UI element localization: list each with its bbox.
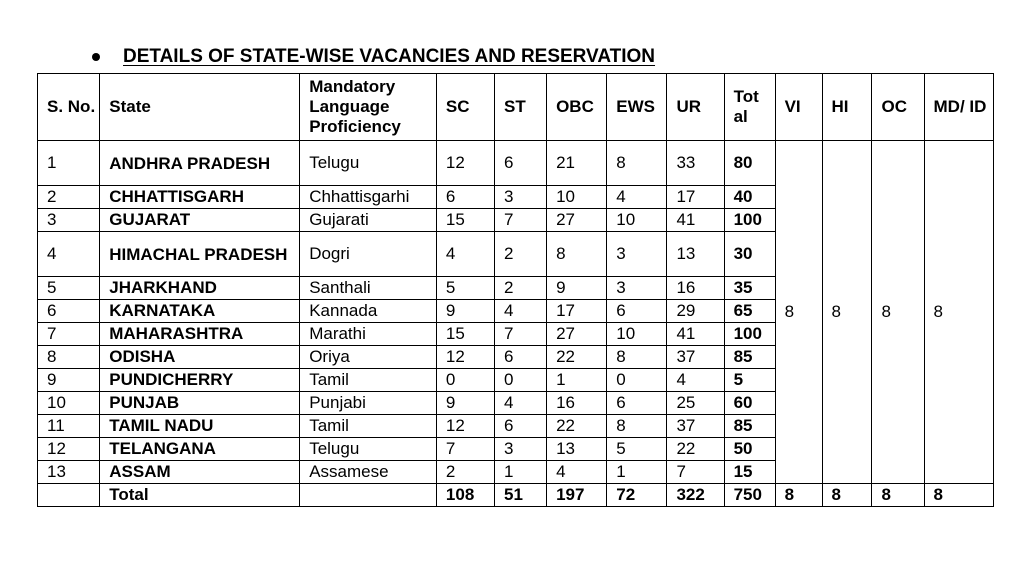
cell-ur: 22 [667,438,724,461]
totals-obc: 197 [547,484,607,507]
cell-ur: 4 [667,369,724,392]
cell-state: TELANGANA [100,438,300,461]
cell-total: 60 [724,392,775,415]
cell-total: 40 [724,186,775,209]
cell-language: Telugu [300,141,437,186]
cell-obc: 1 [547,369,607,392]
cell-state: CHHATTISGARH [100,186,300,209]
cell-obc: 4 [547,461,607,484]
cell-st: 6 [495,346,547,369]
table-row [38,141,994,186]
cell-total: 50 [724,438,775,461]
cell-st: 3 [495,438,547,461]
totals-mdid: 8 [924,484,993,507]
cell-sno: 6 [38,300,100,323]
cell-obc: 21 [547,141,607,186]
cell-sc: 15 [436,209,494,232]
cell-language: Oriya [300,346,437,369]
cell-ur: 13 [667,232,724,277]
col-header-state: State [100,74,300,141]
cell-ews: 8 [607,346,667,369]
cell-obc: 16 [547,392,607,415]
cell-sc: 9 [436,392,494,415]
col-header-mdid: MD/ ID [924,74,993,141]
cell-sc: 4 [436,232,494,277]
cell-st: 0 [495,369,547,392]
cell-obc: 8 [547,232,607,277]
cell-st: 7 [495,209,547,232]
cell-obc: 13 [547,438,607,461]
cell-st: 2 [495,232,547,277]
col-header-total: Tot al [724,74,775,141]
cell-st: 4 [495,300,547,323]
cell-sno: 2 [38,186,100,209]
totals-vi: 8 [775,484,822,507]
cell-obc: 22 [547,415,607,438]
cell-st: 4 [495,392,547,415]
cell-total: 15 [724,461,775,484]
cell-ur: 33 [667,141,724,186]
cell-ews: 10 [607,209,667,232]
cell-ews: 10 [607,323,667,346]
cell-ur: 37 [667,346,724,369]
cell-vi-merged: 8 [775,141,822,484]
cell-ur: 37 [667,415,724,438]
cell-language: Kannada [300,300,437,323]
heading-text: DETAILS OF STATE-WISE VACANCIES AND RESERVATION [123,46,656,67]
cell-ews: 8 [607,141,667,186]
cell-language: Telugu [300,438,437,461]
col-header-ur: UR [667,74,724,141]
cell-ews: 1 [607,461,667,484]
cell-ur: 16 [667,277,724,300]
cell-state: PUNDICHERRY [100,369,300,392]
totals-st: 51 [495,484,547,507]
bullet-icon [92,53,100,61]
cell-state: KARNATAKA [100,300,300,323]
cell-total: 65 [724,300,775,323]
cell-oc-merged: 8 [872,141,924,484]
cell-total: 100 [724,323,775,346]
cell-obc: 27 [547,209,607,232]
cell-total: 30 [724,232,775,277]
cell-total: 85 [724,415,775,438]
cell-total: 35 [724,277,775,300]
col-header-ews: EWS [607,74,667,141]
cell-sno: 12 [38,438,100,461]
cell-state: ASSAM [100,461,300,484]
cell-sno: 3 [38,209,100,232]
cell-sc: 6 [436,186,494,209]
cell-obc: 9 [547,277,607,300]
cell-st: 2 [495,277,547,300]
cell-obc: 22 [547,346,607,369]
cell-sno: 10 [38,392,100,415]
cell-language: Chhattisgarhi [300,186,437,209]
cell-obc: 10 [547,186,607,209]
cell-sc: 0 [436,369,494,392]
cell-language: Marathi [300,323,437,346]
cell-sno: 4 [38,232,100,277]
cell-sc: 12 [436,415,494,438]
cell-ews: 4 [607,186,667,209]
totals-sc: 108 [436,484,494,507]
cell-ews: 5 [607,438,667,461]
cell-state: HIMACHAL PRADESH [100,232,300,277]
cell-sno: 9 [38,369,100,392]
cell-ur: 25 [667,392,724,415]
cell-ews: 8 [607,415,667,438]
col-header-hi: HI [822,74,872,141]
cell-state: PUNJAB [100,392,300,415]
cell-state: ODISHA [100,346,300,369]
cell-ur: 29 [667,300,724,323]
cell-state: MAHARASHTRA [100,323,300,346]
cell-ews: 6 [607,300,667,323]
cell-state: TAMIL NADU [100,415,300,438]
totals-hi: 8 [822,484,872,507]
cell-ews: 0 [607,369,667,392]
col-header-sc: SC [436,74,494,141]
totals-oc: 8 [872,484,924,507]
cell-state: ANDHRA PRADESH [100,141,300,186]
header-row [38,74,994,141]
cell-ur: 41 [667,323,724,346]
cell-st: 6 [495,141,547,186]
cell-total: 100 [724,209,775,232]
cell-sc: 2 [436,461,494,484]
cell-st: 3 [495,186,547,209]
cell-st: 7 [495,323,547,346]
totals-ur: 322 [667,484,724,507]
totals-total: 750 [724,484,775,507]
col-header-st: ST [495,74,547,141]
cell-total: 80 [724,141,775,186]
col-header-language: Mandatory Language Proficiency [300,74,437,141]
cell-language: Assamese [300,461,437,484]
cell-sc: 5 [436,277,494,300]
cell-sno: 8 [38,346,100,369]
cell-state: JHARKHAND [100,277,300,300]
cell-total: 5 [724,369,775,392]
cell-sc: 15 [436,323,494,346]
cell-language: Tamil [300,369,437,392]
cell-sc: 7 [436,438,494,461]
totals-row [38,484,994,507]
cell-sno: 13 [38,461,100,484]
totals-ews: 72 [607,484,667,507]
col-header-vi: VI [775,74,822,141]
vacancy-table [37,73,994,507]
cell-st: 6 [495,415,547,438]
cell-sno: 7 [38,323,100,346]
cell-ur: 17 [667,186,724,209]
cell-ews: 6 [607,392,667,415]
cell-ews: 3 [607,277,667,300]
cell-sno: 5 [38,277,100,300]
cell-language: Tamil [300,415,437,438]
cell-st: 1 [495,461,547,484]
cell-mdid-merged: 8 [924,141,993,484]
cell-sc: 12 [436,346,494,369]
col-header-oc: OC [872,74,924,141]
cell-language: Santhali [300,277,437,300]
cell-sc: 9 [436,300,494,323]
section-heading [92,44,655,70]
cell-language: Gujarati [300,209,437,232]
cell-sno: 1 [38,141,100,186]
cell-ur: 41 [667,209,724,232]
col-header-obc: OBC [547,74,607,141]
cell-sc: 12 [436,141,494,186]
col-header-sno: S. No. [38,74,100,141]
cell-hi-merged: 8 [822,141,872,484]
cell-language: Dogri [300,232,437,277]
cell-sno-empty [38,484,100,507]
cell-state: GUJARAT [100,209,300,232]
cell-ews: 3 [607,232,667,277]
totals-label: Total [100,484,300,507]
cell-language: Punjabi [300,392,437,415]
cell-total: 85 [724,346,775,369]
cell-obc: 27 [547,323,607,346]
cell-language-empty [300,484,437,507]
cell-ur: 7 [667,461,724,484]
cell-obc: 17 [547,300,607,323]
cell-sno: 11 [38,415,100,438]
